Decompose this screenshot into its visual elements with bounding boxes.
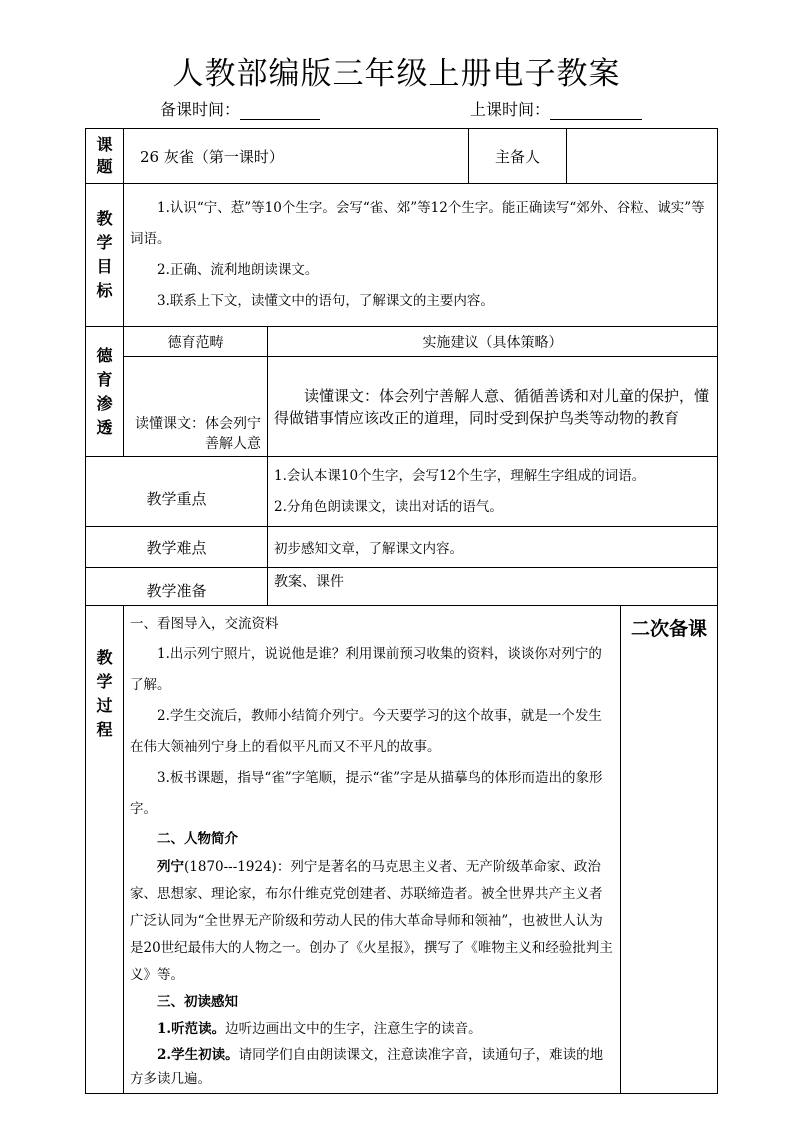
process-term: 列宁: [157, 859, 184, 875]
moral-col2-header: 实施建议（具体策略）: [422, 334, 563, 351]
goal-item: 1.认识“宁、惹”等10个生字。会写“雀、郊”等12个生字。能正确读写“郊外、谷粒、诚实”等词语。: [130, 200, 705, 247]
process-text: 边听边画出文中的生字，注意生字的读音。: [225, 1021, 482, 1037]
key-points-label-cell: [86, 457, 268, 527]
process-text: (1870---1924)：列宁是著名的马克思主义者、无产阶级革命家、政治家、思想家、理论家，布尔什维克党创建者、苏联缔造者。被全世界共产主义者广泛认同为“全世界无产阶级和劳动人民的伟大革命导师和领袖”，也被世人认为是20世纪最伟大的人物之一。创办了《火星报》，撰写了《唯物主义和经验批判主义》等。: [130, 859, 613, 983]
moral-col2-header-cell: [268, 327, 718, 357]
preparation-value: 教案、课件: [274, 574, 344, 590]
process-heading: 二、人物简介: [157, 831, 238, 847]
process-paragraph: [130, 1043, 614, 1091]
key-point-item: 2.分角色朗读课文，读出对话的语气。: [274, 498, 503, 515]
document-title: 人教部编版三年级上册电子教案: [172, 56, 621, 92]
topic-label-cell: [86, 129, 124, 184]
difficulty-label-cell: [86, 527, 268, 568]
prep-time-label: 备课时间：: [160, 100, 241, 119]
process-paragraph: [130, 854, 614, 989]
goals-cell: [124, 184, 718, 327]
moral-col2-cell: [268, 357, 718, 457]
process-term: 2.学生初读。: [157, 1047, 239, 1063]
process-paragraph: 2.学生交流后，教师小结简介列宁。今天要学习的这个故事，就是一个发生在伟大领袖列宁身上的看似平凡而又不平凡的故事。: [130, 708, 602, 755]
key-points-cell: [268, 457, 718, 527]
process-paragraph: [130, 1016, 614, 1043]
owner-label: 主备人: [495, 147, 541, 166]
moral-col1-cell: [124, 357, 268, 457]
preparation-label: 教学准备: [146, 582, 207, 600]
process-text: 请同学们自由朗读课文，注意读准字音，读通句子，难读的地方多读几遍。: [130, 1047, 604, 1087]
process-paragraph: 一、看图导入，交流资料: [130, 616, 279, 632]
difficulty-value: 初步感知文章，了解课文内容。: [274, 541, 463, 557]
prep-time: [160, 97, 320, 120]
difficulty-label: 教学难点: [146, 538, 207, 557]
topic-cell: [124, 129, 469, 184]
process-content-cell: [124, 606, 621, 1094]
class-time-field: [550, 101, 642, 120]
key-point-item: 1.会认本课10个生字，会写12个生字，理解生字组成的词语。: [274, 467, 646, 484]
moral-col1-value: 读懂课文：体会列宁善解人意: [135, 416, 261, 452]
class-time-label: 上课时间：: [470, 100, 551, 119]
key-points-label: 教学重点: [146, 490, 207, 508]
owner-label-cell: [469, 129, 567, 184]
moral-label: 德育渗透: [96, 345, 113, 437]
owner-value-cell: [567, 129, 718, 184]
lesson-plan-table: [85, 128, 718, 1094]
class-time: [470, 97, 642, 120]
second-prep-cell: [621, 606, 718, 1094]
process-heading: 三、初读感知: [157, 994, 238, 1010]
process-label-cell: [86, 606, 124, 1094]
process-term: 1.听范读。: [157, 1021, 226, 1037]
moral-label-cell: [86, 327, 124, 457]
second-prep-label: 二次备课: [631, 618, 708, 640]
topic-label: 课题: [96, 135, 113, 176]
process-paragraph: 1.出示列宁照片，说说他是谁？利用课前预习收集的资料，谈谈你对列宁的了解。: [130, 646, 602, 693]
goal-item: 3.联系上下文，读懂文中的语句，了解课文的主要内容。: [157, 293, 494, 309]
goal-item: 2.正确、流利地朗读课文。: [157, 262, 319, 278]
moral-col2-value: 读懂课文：体会列宁善解人意、循循善诱和对儿童的保护，懂得做错事情应该改正的道理，同时受到保护鸟类等动物的教育: [274, 386, 710, 427]
preparation-cell: [268, 568, 718, 606]
preparation-label-cell: [86, 568, 268, 606]
difficulty-cell: [268, 527, 718, 568]
goals-label-cell: [86, 184, 124, 327]
moral-col1-header-cell: [124, 327, 268, 357]
process-label: 教学过程: [96, 648, 113, 739]
topic-text: 26 灰雀（第一课时）: [140, 147, 284, 166]
process-paragraph: 3.板书课题，指导“雀”字笔顺，提示“雀”字是从描摹鸟的体形而造出的象形字。: [130, 770, 603, 817]
goals-label: 教学目标: [96, 209, 113, 300]
prep-time-field: [240, 101, 320, 120]
moral-col1-header: 德育范畴: [167, 334, 224, 351]
